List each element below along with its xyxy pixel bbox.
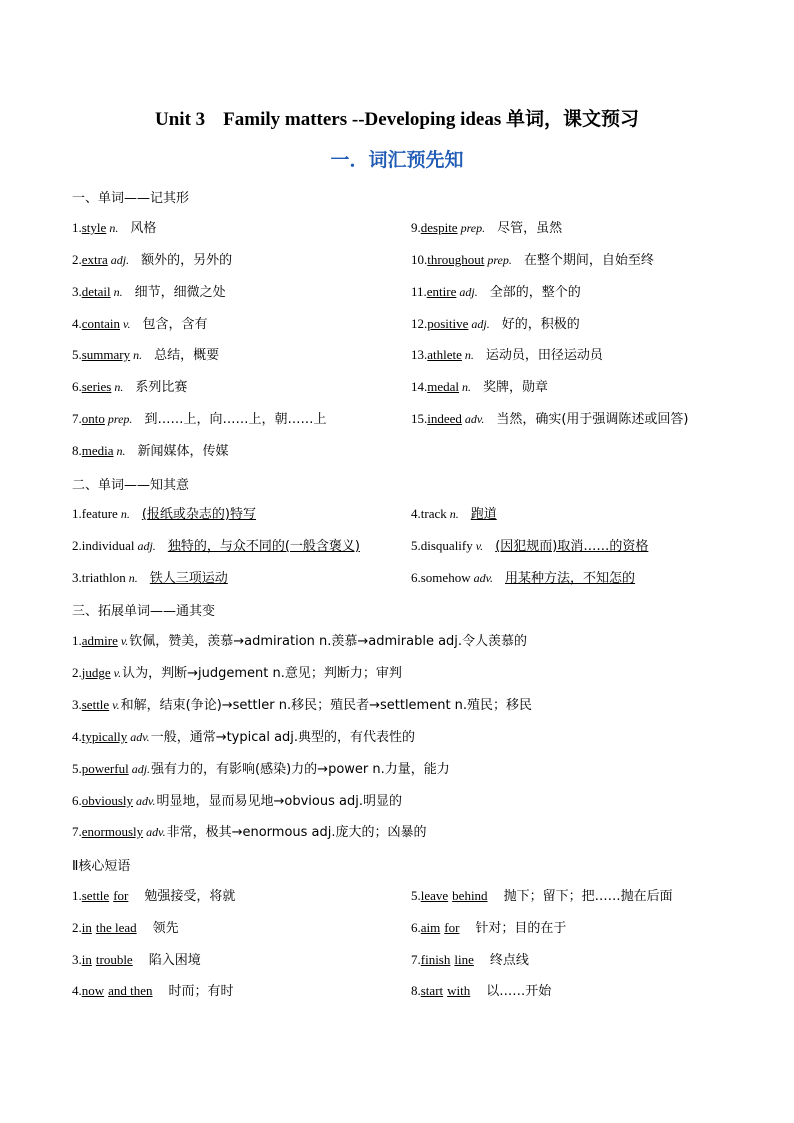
meaning-answer: (因犯规而)取消……的资格 (495, 539, 649, 554)
item-number: 3. (72, 697, 82, 712)
vocab-word: somehow (420, 570, 471, 585)
extension-text: 和解，结束(争论)→settler n.移民；殖民者→settlement n.殖民；移民 (120, 698, 533, 713)
item-number: 3. (72, 952, 82, 967)
word-item (72, 315, 207, 334)
extension-text: 明显地，显而易见地→obvious adj.明显的 (156, 794, 402, 809)
vocab-word: settle (81, 697, 110, 712)
title-text: Family matters --Developing ideas 单词，课文预习 (223, 109, 639, 130)
part-of-speech: n. (113, 285, 123, 299)
word-meaning: 新闻媒体，传媒 (137, 444, 229, 459)
part-of-speech: v. (475, 539, 484, 553)
phrase-word: and then (108, 983, 153, 998)
item-number: 7. (411, 952, 421, 967)
phrase-word: settle (81, 888, 110, 903)
vocab-word: medal (427, 379, 460, 394)
word-meaning: 在整个期间，自始至终 (523, 253, 654, 268)
meaning-item (411, 537, 648, 556)
extension-item (72, 760, 450, 779)
word-meaning: 全部的，整个的 (489, 285, 581, 300)
item-number: 9. (411, 220, 421, 235)
item-number: 4. (72, 983, 82, 998)
vocab-word: contain (81, 316, 121, 331)
word-meaning: 好的，积极的 (501, 317, 580, 332)
extension-item (72, 728, 415, 747)
word-meaning: 包含，含有 (142, 317, 208, 332)
meaning-item (72, 505, 256, 524)
vocab-word: enormously (81, 824, 144, 839)
phrase-word: for (113, 888, 129, 903)
item-number: 8. (72, 443, 82, 458)
extension-item (72, 632, 527, 651)
word-meaning: 到……上，向……上，朝……上 (144, 412, 327, 427)
part-of-speech: n. (128, 571, 138, 585)
section-title-word-form: 一、单词——记其形 (72, 191, 190, 206)
meaning-answer: 用某种方法，不知怎的 (505, 571, 636, 586)
vocab-word: detail (81, 284, 111, 299)
vocab-word: athlete (427, 347, 462, 362)
phrase-meaning: 陷入困境 (148, 953, 201, 968)
item-number: 4. (411, 506, 421, 521)
word-item (411, 378, 548, 397)
part-of-speech: n. (462, 380, 472, 394)
phrase-word: trouble (95, 952, 133, 967)
phrase-word: the lead (95, 920, 137, 935)
part-of-speech: n. (449, 507, 459, 521)
item-number: 4. (72, 316, 82, 331)
word-meaning: 当然，确实(用于强调陈述或回答) (496, 412, 689, 427)
part-of-speech: adj. (459, 285, 478, 299)
phrase-word: finish (420, 952, 451, 967)
part-of-speech: adv. (146, 825, 166, 839)
vocab-word: entire (426, 284, 457, 299)
word-item (411, 315, 580, 334)
part-of-speech: adv. (136, 794, 156, 808)
section-title-word-meaning: 二、单词——知其意 (72, 478, 190, 493)
word-item (72, 378, 187, 397)
word-item (72, 251, 232, 270)
word-meaning: 运动员，田径运动员 (485, 348, 603, 363)
word-meaning: 奖牌，勋章 (483, 380, 549, 395)
word-meaning: 系列比赛 (135, 380, 188, 395)
vocab-word: judge (81, 665, 111, 680)
vocab-word: obviously (81, 793, 134, 808)
item-number: 5. (72, 347, 82, 362)
phrase-item (72, 951, 201, 970)
item-number: 6. (411, 920, 421, 935)
part-of-speech: v. (112, 698, 120, 712)
word-meaning: 额外的，另外的 (141, 253, 233, 268)
item-number: 2. (72, 920, 82, 935)
part-of-speech: adj. (471, 317, 490, 331)
section-heading-vocabulary: 一．词汇预先知 (330, 149, 464, 171)
part-of-speech: adj. (131, 762, 151, 776)
phrase-item (411, 887, 673, 906)
meaning-answer: 独特的，与众不同的(一般含褒义) (167, 539, 360, 554)
phrase-word: with (447, 983, 471, 998)
extension-item (72, 696, 532, 715)
vocab-word: triathlon (81, 570, 126, 585)
word-item (411, 410, 689, 429)
vocab-word: track (420, 506, 447, 521)
phrase-item (411, 951, 529, 970)
vocab-word: summary (81, 347, 131, 362)
word-item (72, 283, 226, 302)
title-unit: Unit 3 (155, 109, 206, 130)
phrase-item (72, 982, 234, 1001)
phrase-word: line (454, 952, 474, 967)
item-number: 7. (72, 824, 82, 839)
extension-text: 一般，通常→typical adj.典型的，有代表性的 (150, 730, 416, 745)
word-meaning: 总结，概要 (154, 348, 220, 363)
item-number: 7. (72, 411, 82, 426)
word-item (411, 346, 603, 365)
meaning-item (411, 569, 635, 588)
vocab-word: throughout (427, 252, 485, 267)
meaning-answer: 铁人三项运动 (149, 571, 228, 586)
section-title-extensions: 三、拓展单词——通其变 (72, 604, 216, 619)
meaning-item (411, 505, 497, 524)
item-number: 2. (72, 665, 82, 680)
word-item (411, 283, 581, 302)
item-number: 6. (72, 793, 82, 808)
phrase-meaning: 时而；有时 (168, 984, 234, 999)
vocab-word: individual (81, 538, 135, 553)
item-number: 10. (411, 252, 428, 267)
part-of-speech: adj. (110, 253, 130, 267)
vocab-word: series (81, 379, 112, 394)
phrase-meaning: 领先 (152, 921, 179, 936)
part-of-speech: v. (113, 666, 122, 680)
word-item (411, 251, 654, 270)
part-of-speech: adv. (473, 571, 494, 585)
extension-text: 钦佩，赞美，羡慕→admiration n.羡慕→admirable adj.令人羡慕的 (129, 634, 528, 649)
word-meaning: 细节，细微之处 (134, 285, 226, 300)
vocab-word: typically (81, 729, 128, 744)
part-of-speech: prep. (107, 412, 133, 426)
part-of-speech: n. (133, 348, 143, 362)
phrase-word: aim (420, 920, 441, 935)
part-of-speech: n. (109, 221, 119, 235)
item-number: 1. (72, 220, 82, 235)
section-title-phrases: Ⅱ核心短语 (72, 859, 131, 874)
word-item (72, 442, 229, 461)
phrase-word: behind (452, 888, 488, 903)
item-number: 3. (72, 284, 82, 299)
item-number: 1. (72, 506, 82, 521)
item-number: 1. (72, 633, 82, 648)
item-number: 3. (72, 570, 82, 585)
vocab-word: disqualify (420, 538, 473, 553)
word-item (72, 410, 326, 429)
item-number: 4. (72, 729, 82, 744)
phrase-meaning: 勉强接受，将就 (144, 889, 236, 904)
vocab-word: media (81, 443, 114, 458)
item-number: 14. (411, 379, 428, 394)
part-of-speech: v. (120, 634, 129, 648)
meaning-answer: (报纸或杂志的)特写 (141, 507, 256, 522)
phrase-word: leave (420, 888, 449, 903)
phrase-meaning: 抛下；留下；把……抛在后面 (503, 889, 673, 904)
vocab-word: style (81, 220, 107, 235)
page-title (0, 104, 794, 131)
part-of-speech: v. (123, 317, 131, 331)
extension-text: 认为，判断→judgement n.意见；判断力；审判 (122, 666, 402, 681)
vocab-word: admire (81, 633, 118, 648)
meaning-item (72, 569, 228, 588)
phrase-word: in (81, 920, 92, 935)
phrase-item (411, 919, 566, 938)
part-of-speech: prep. (487, 253, 512, 267)
phrase-word: now (81, 983, 105, 998)
item-number: 12. (411, 316, 428, 331)
word-meaning: 尽管，虽然 (497, 221, 563, 236)
item-number: 6. (72, 379, 82, 394)
item-number: 2. (72, 252, 82, 267)
part-of-speech: n. (464, 348, 474, 362)
vocab-word: powerful (81, 761, 129, 776)
item-number: 2. (72, 538, 82, 553)
item-number: 13. (411, 347, 428, 362)
word-item (411, 219, 562, 238)
phrase-meaning: 终点线 (489, 953, 529, 968)
part-of-speech: adv. (464, 412, 485, 426)
word-item (72, 219, 156, 238)
vocab-word: extra (81, 252, 108, 267)
part-of-speech: n. (114, 380, 124, 394)
item-number: 8. (411, 983, 421, 998)
extension-text: 非常，极其→enormous adj.庞大的；凶暴的 (166, 825, 427, 840)
vocab-word: onto (81, 411, 105, 426)
extension-item (72, 792, 402, 811)
vocab-word: positive (427, 316, 469, 331)
item-number: 5. (72, 761, 82, 776)
item-number: 5. (411, 888, 421, 903)
part-of-speech: adj. (137, 539, 156, 553)
extension-text: 强有力的，有影响(感染)力的→power n.力量，能力 (151, 762, 450, 777)
part-of-speech: prep. (460, 221, 486, 235)
phrase-meaning: 以……开始 (486, 984, 552, 999)
vocab-word: feature (81, 506, 118, 521)
phrase-word: for (444, 920, 460, 935)
item-number: 6. (411, 570, 421, 585)
extension-item (72, 664, 402, 683)
part-of-speech: n. (120, 507, 130, 521)
word-meaning: 风格 (130, 221, 157, 236)
phrase-item (72, 919, 179, 938)
phrase-meaning: 针对；目的在于 (475, 921, 567, 936)
phrase-item (411, 982, 551, 1001)
item-number: 15. (411, 411, 428, 426)
phrase-word: in (81, 952, 92, 967)
item-number: 1. (72, 888, 82, 903)
part-of-speech: adv. (130, 730, 150, 744)
word-item (72, 346, 219, 365)
meaning-answer: 跑道 (470, 507, 497, 522)
meaning-item (72, 537, 360, 556)
vocab-word: despite (420, 220, 458, 235)
vocab-word: indeed (427, 411, 462, 426)
item-number: 11. (411, 284, 427, 299)
phrase-word: start (420, 983, 444, 998)
part-of-speech: n. (116, 444, 126, 458)
phrase-item (72, 887, 235, 906)
item-number: 5. (411, 538, 421, 553)
extension-item (72, 823, 427, 842)
